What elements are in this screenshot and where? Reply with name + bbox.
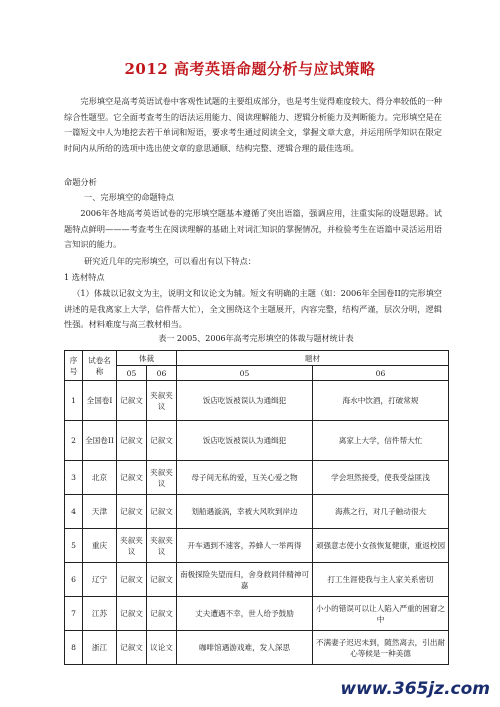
header-topic: 题材 — [177, 351, 449, 366]
material-heading: 1 选材特点 — [64, 272, 105, 282]
cell-t05: 饭店吃饭被误认为通缉犯 — [177, 381, 313, 421]
header-genre-06: 06 — [147, 366, 177, 381]
cell-g06: 夹叙夹议 — [147, 381, 177, 421]
table-row — [65, 563, 449, 597]
cell-g05: 夹叙夹议 — [117, 529, 147, 563]
cell-n: 2 — [65, 421, 83, 461]
cell-g06: 记叙文 — [147, 597, 177, 631]
cell-g06: 夹叙夹议 — [147, 529, 177, 563]
cell-t05: 南极探险失望而归，舍身救同伴精神可嘉 — [177, 563, 313, 597]
cell-g05: 记叙文 — [117, 495, 147, 529]
cell-t06: 顽强意志使小女孩恢复健康，重返校园 — [313, 529, 449, 563]
cell-paper: 天津 — [83, 495, 117, 529]
cell-paper: 浙江 — [83, 631, 117, 665]
material-paragraph: （1）体裁以记叙文为主，说明文和议论文为辅。短文有明确的主题（如：2006年全国卷II的完形填空讲述的是我离家上大学，信件帮大忙），全文围绕这个主题展开，内容完整，结构严谨，层次分明，逻辑性强。材料难度与高三教材相当。 — [64, 288, 442, 329]
section-heading-analysis: 命题分析 — [64, 177, 97, 187]
header-seq: 序号 — [65, 351, 83, 381]
page-title: 2012 高考英语命题分析与应试策略 — [124, 60, 376, 78]
cell-g06: 记叙文 — [147, 563, 177, 597]
cell-paper: 重庆 — [83, 529, 117, 563]
cell-t05: 母子间无私的爱，互关心爱之物 — [177, 461, 313, 495]
intro-paragraph: 完形填空是高考英语试卷中客观性试题的主要组成部分，也是考生觉得难度较大、得分率较低的一种综合性题型。它全面考查考生的语法运用能力、阅读理解能力、逻辑分析能力及判断能力。完形填空是在一篇短文中人为地挖去若干单词和短语，要求考生通过阅读全文，掌握文章大意，并运用所学知识在限定时间内从所给的选项中选出使文章的意思通顺、结构完整、逻辑合理的最佳选项。 — [64, 96, 442, 153]
header-genre: 体裁 — [117, 351, 177, 366]
cell-t06: 海燕之行，对几子触动很大 — [313, 495, 449, 529]
table-row — [65, 631, 449, 665]
cell-n: 8 — [65, 631, 83, 665]
cell-g05: 记叙文 — [117, 563, 147, 597]
cell-t06: 小小的错误可以让人陷入严重的困窘之中 — [313, 597, 449, 631]
cell-g05: 记叙文 — [117, 597, 147, 631]
cell-paper: 江苏 — [83, 597, 117, 631]
cell-g06: 夹叙夹议 — [147, 461, 177, 495]
cell-paper: 辽宁 — [83, 563, 117, 597]
header-topic-05: 05 — [177, 366, 313, 381]
cell-paper: 全国卷II — [83, 421, 117, 461]
cell-t06: 不满妻子迟迟未到，随然离去，引出耐心等候是一种美德 — [313, 631, 449, 665]
cell-n: 4 — [65, 495, 83, 529]
cell-t05: 咖啡馆遇游戏难，发人深思 — [177, 631, 313, 665]
cell-n: 1 — [65, 381, 83, 421]
cell-paper: 北京 — [83, 461, 117, 495]
cell-g06: 记叙文 — [147, 421, 177, 461]
cell-n: 5 — [65, 529, 83, 563]
features-paragraph: 2006年各地高考英语试卷的完形填空题基本遵循了突出语篇，强调应用，注重实际的设题思路。试题特点鲜明———考查考生在阅读理解的基础上对词汇知识的掌握情况，并检验考生在语篇中灵活运用语言知识的能力。 — [64, 208, 442, 249]
cell-g05: 记叙文 — [117, 631, 147, 665]
cell-t06: 学会坦然接受，使我受益匪浅 — [313, 461, 449, 495]
cell-g06: 记叙文 — [147, 495, 177, 529]
cell-g05: 记叙文 — [117, 381, 147, 421]
cell-n: 6 — [65, 563, 83, 597]
table-row — [65, 421, 449, 461]
cell-t05: 开车遇到不速客，养蜂人一举两得 — [177, 529, 313, 563]
cell-t05: 饭店吃饭被误认为通缉犯 — [177, 421, 313, 461]
table-row — [65, 529, 449, 563]
cell-t06: 海水中饮酒，打破常规 — [313, 381, 449, 421]
table-caption: 表一 2005、2006年高考完形填空的体裁与题材统计表 — [158, 334, 354, 343]
cell-t06: 离家上大学，信件帮大忙 — [313, 421, 449, 461]
cell-t05: 划船遇漩涡，幸被大风吹到岸边 — [177, 495, 313, 529]
site-watermark: www.365jz.com — [340, 679, 490, 699]
cell-g06: 议论文 — [147, 631, 177, 665]
table-row — [65, 495, 449, 529]
observation-line: 研究近几年的完形填空，可以看出有以下特点： — [84, 256, 256, 266]
table-row — [65, 597, 449, 631]
cell-g05: 记叙文 — [117, 461, 147, 495]
cell-g05: 记叙文 — [117, 421, 147, 461]
cell-paper: 全国卷I — [83, 381, 117, 421]
cell-n: 7 — [65, 597, 83, 631]
header-paper: 试卷名称 — [83, 351, 117, 381]
cell-n: 3 — [65, 461, 83, 495]
table-row — [65, 381, 449, 421]
cell-t05: 丈夫遭遇不幸，世人给予鼓励 — [177, 597, 313, 631]
table-row — [65, 461, 449, 495]
section-heading-features: 一、完形填空的命题特点 — [84, 192, 175, 202]
header-topic-06: 06 — [313, 366, 449, 381]
genre-topic-table — [64, 350, 449, 665]
header-genre-05: 05 — [117, 366, 147, 381]
cell-t06: 打工生涯使我与主人家关系密切 — [313, 563, 449, 597]
